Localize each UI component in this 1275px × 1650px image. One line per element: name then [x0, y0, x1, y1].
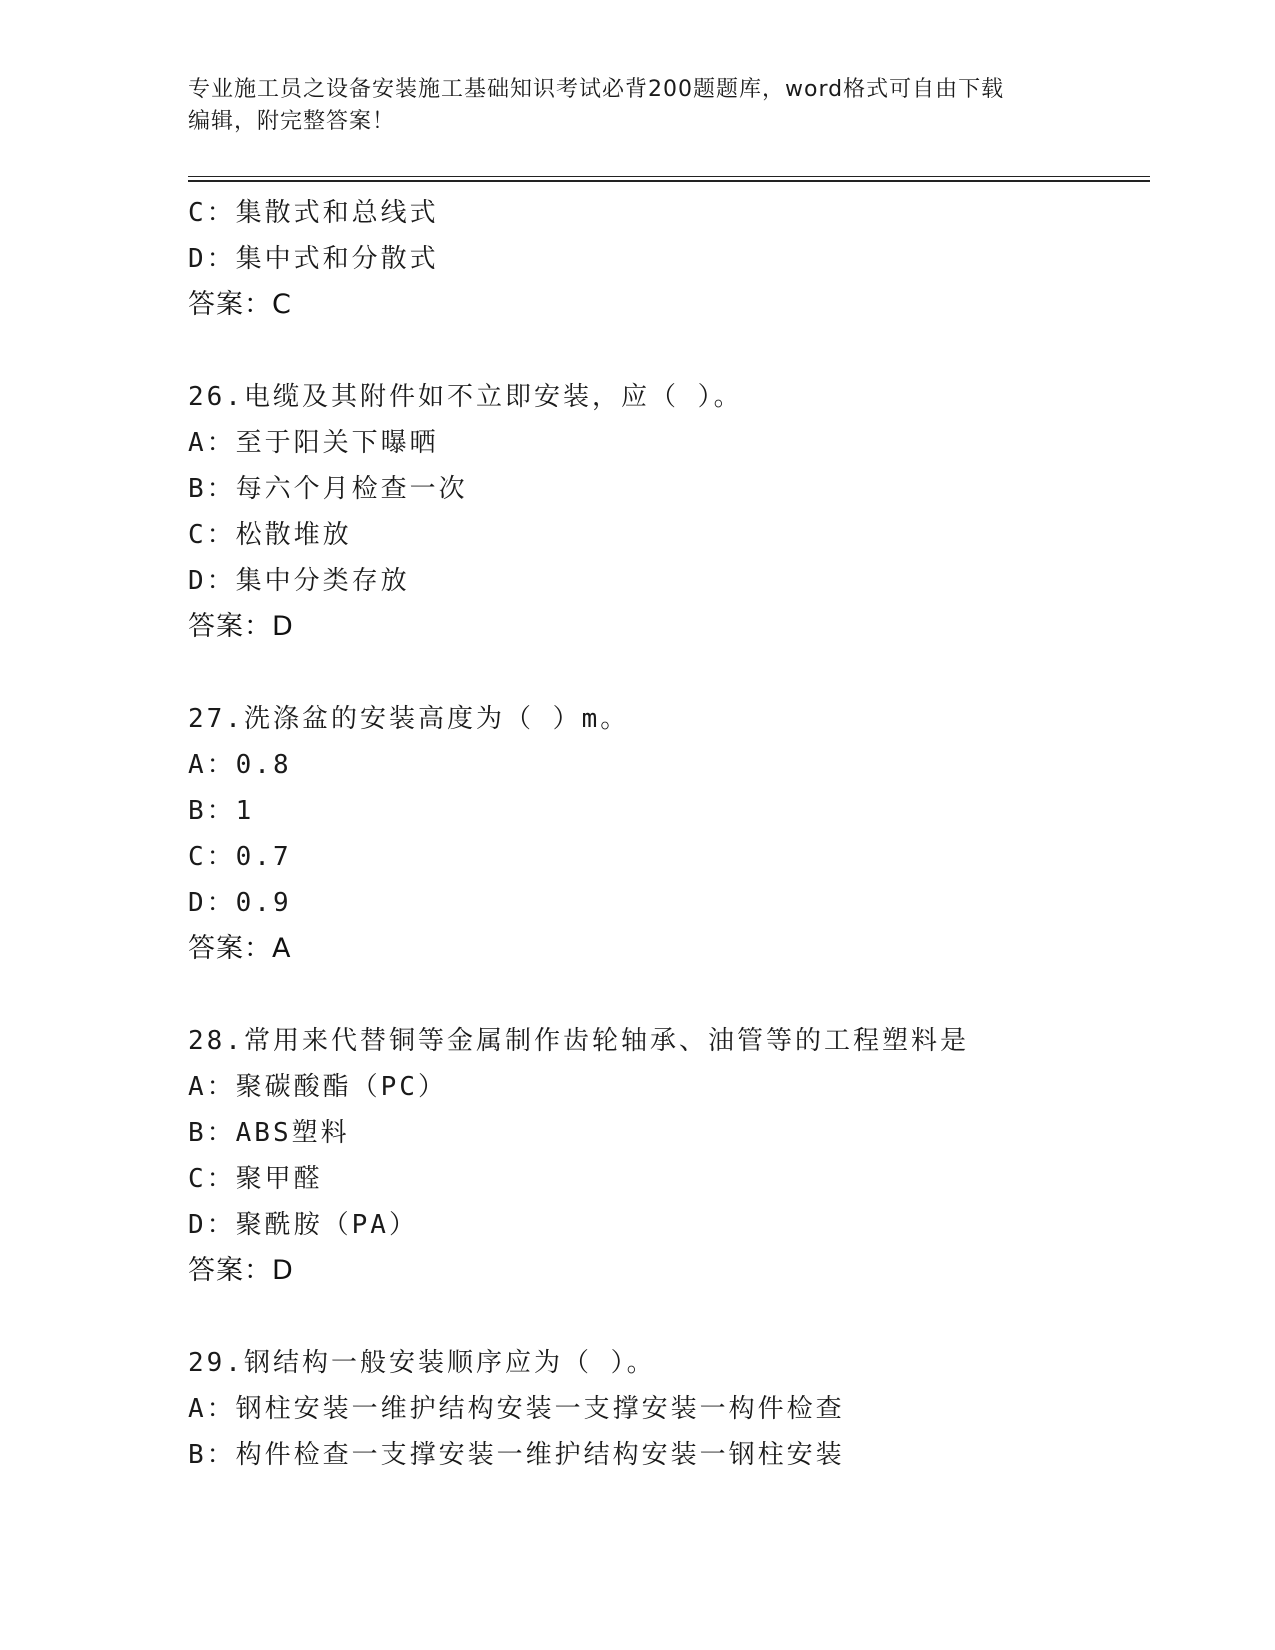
- answer-line: 答案：A: [188, 933, 292, 964]
- header-title-line-2: 编辑，附完整答案！: [188, 109, 396, 134]
- option-b: B：1: [188, 796, 255, 826]
- option-d: D：集中分类存放: [188, 566, 410, 596]
- question-text: 28.常用来代替铜等金属制作齿轮轴承、油管等的工程塑料是: [188, 1026, 969, 1056]
- question-25-continued: [188, 190, 1150, 328]
- question-29: [188, 1340, 1150, 1478]
- question-list: [188, 190, 1150, 1478]
- option-a: A：至于阳关下曝晒: [188, 428, 439, 458]
- option-c: C：0.7: [188, 842, 292, 872]
- option-d: D：聚酰胺（PA）: [188, 1210, 418, 1240]
- option-b: B：构件检查一支撑安装一维护结构安装一钢柱安装: [188, 1440, 845, 1470]
- question-text: 26.电缆及其附件如不立即安装，应（ ）。: [188, 382, 743, 412]
- header-divider-thick: [188, 180, 1150, 182]
- option-c: C：松散堆放: [188, 520, 352, 550]
- answer-line: 答案：D: [188, 1255, 294, 1286]
- option-b: B：每六个月检查一次: [188, 474, 468, 504]
- option-d: D：集中式和分散式: [188, 244, 439, 274]
- question-27: [188, 696, 1150, 972]
- option-c: C：集散式和总线式: [188, 198, 439, 228]
- answer-line: 答案：C: [188, 289, 292, 320]
- question-text: 27.洗涤盆的安装高度为（ ）m。: [188, 704, 630, 734]
- spacer: [188, 1294, 1150, 1340]
- option-a: A：聚碳酸酯（PC）: [188, 1072, 447, 1102]
- option-c: C：聚甲醛: [188, 1164, 323, 1194]
- header-divider-thin: [188, 176, 1150, 177]
- question-28: [188, 1018, 1150, 1294]
- question-text: 29.钢结构一般安装顺序应为（ ）。: [188, 1348, 656, 1378]
- spacer: [188, 972, 1150, 1018]
- spacer: [188, 328, 1150, 374]
- header-title-line-1: 专业施工员之设备安装施工基础知识考试必背200题题库，word格式可自由下载: [188, 77, 1005, 102]
- option-a: A：0.8: [188, 750, 292, 780]
- answer-line: 答案：D: [188, 611, 294, 642]
- option-b: B：ABS塑料: [188, 1118, 350, 1148]
- document-header: [188, 74, 1088, 138]
- question-26: [188, 374, 1150, 650]
- spacer: [188, 650, 1150, 696]
- option-d: D：0.9: [188, 888, 292, 918]
- option-a: A：钢柱安装一维护结构安装一支撑安装一构件检查: [188, 1394, 845, 1424]
